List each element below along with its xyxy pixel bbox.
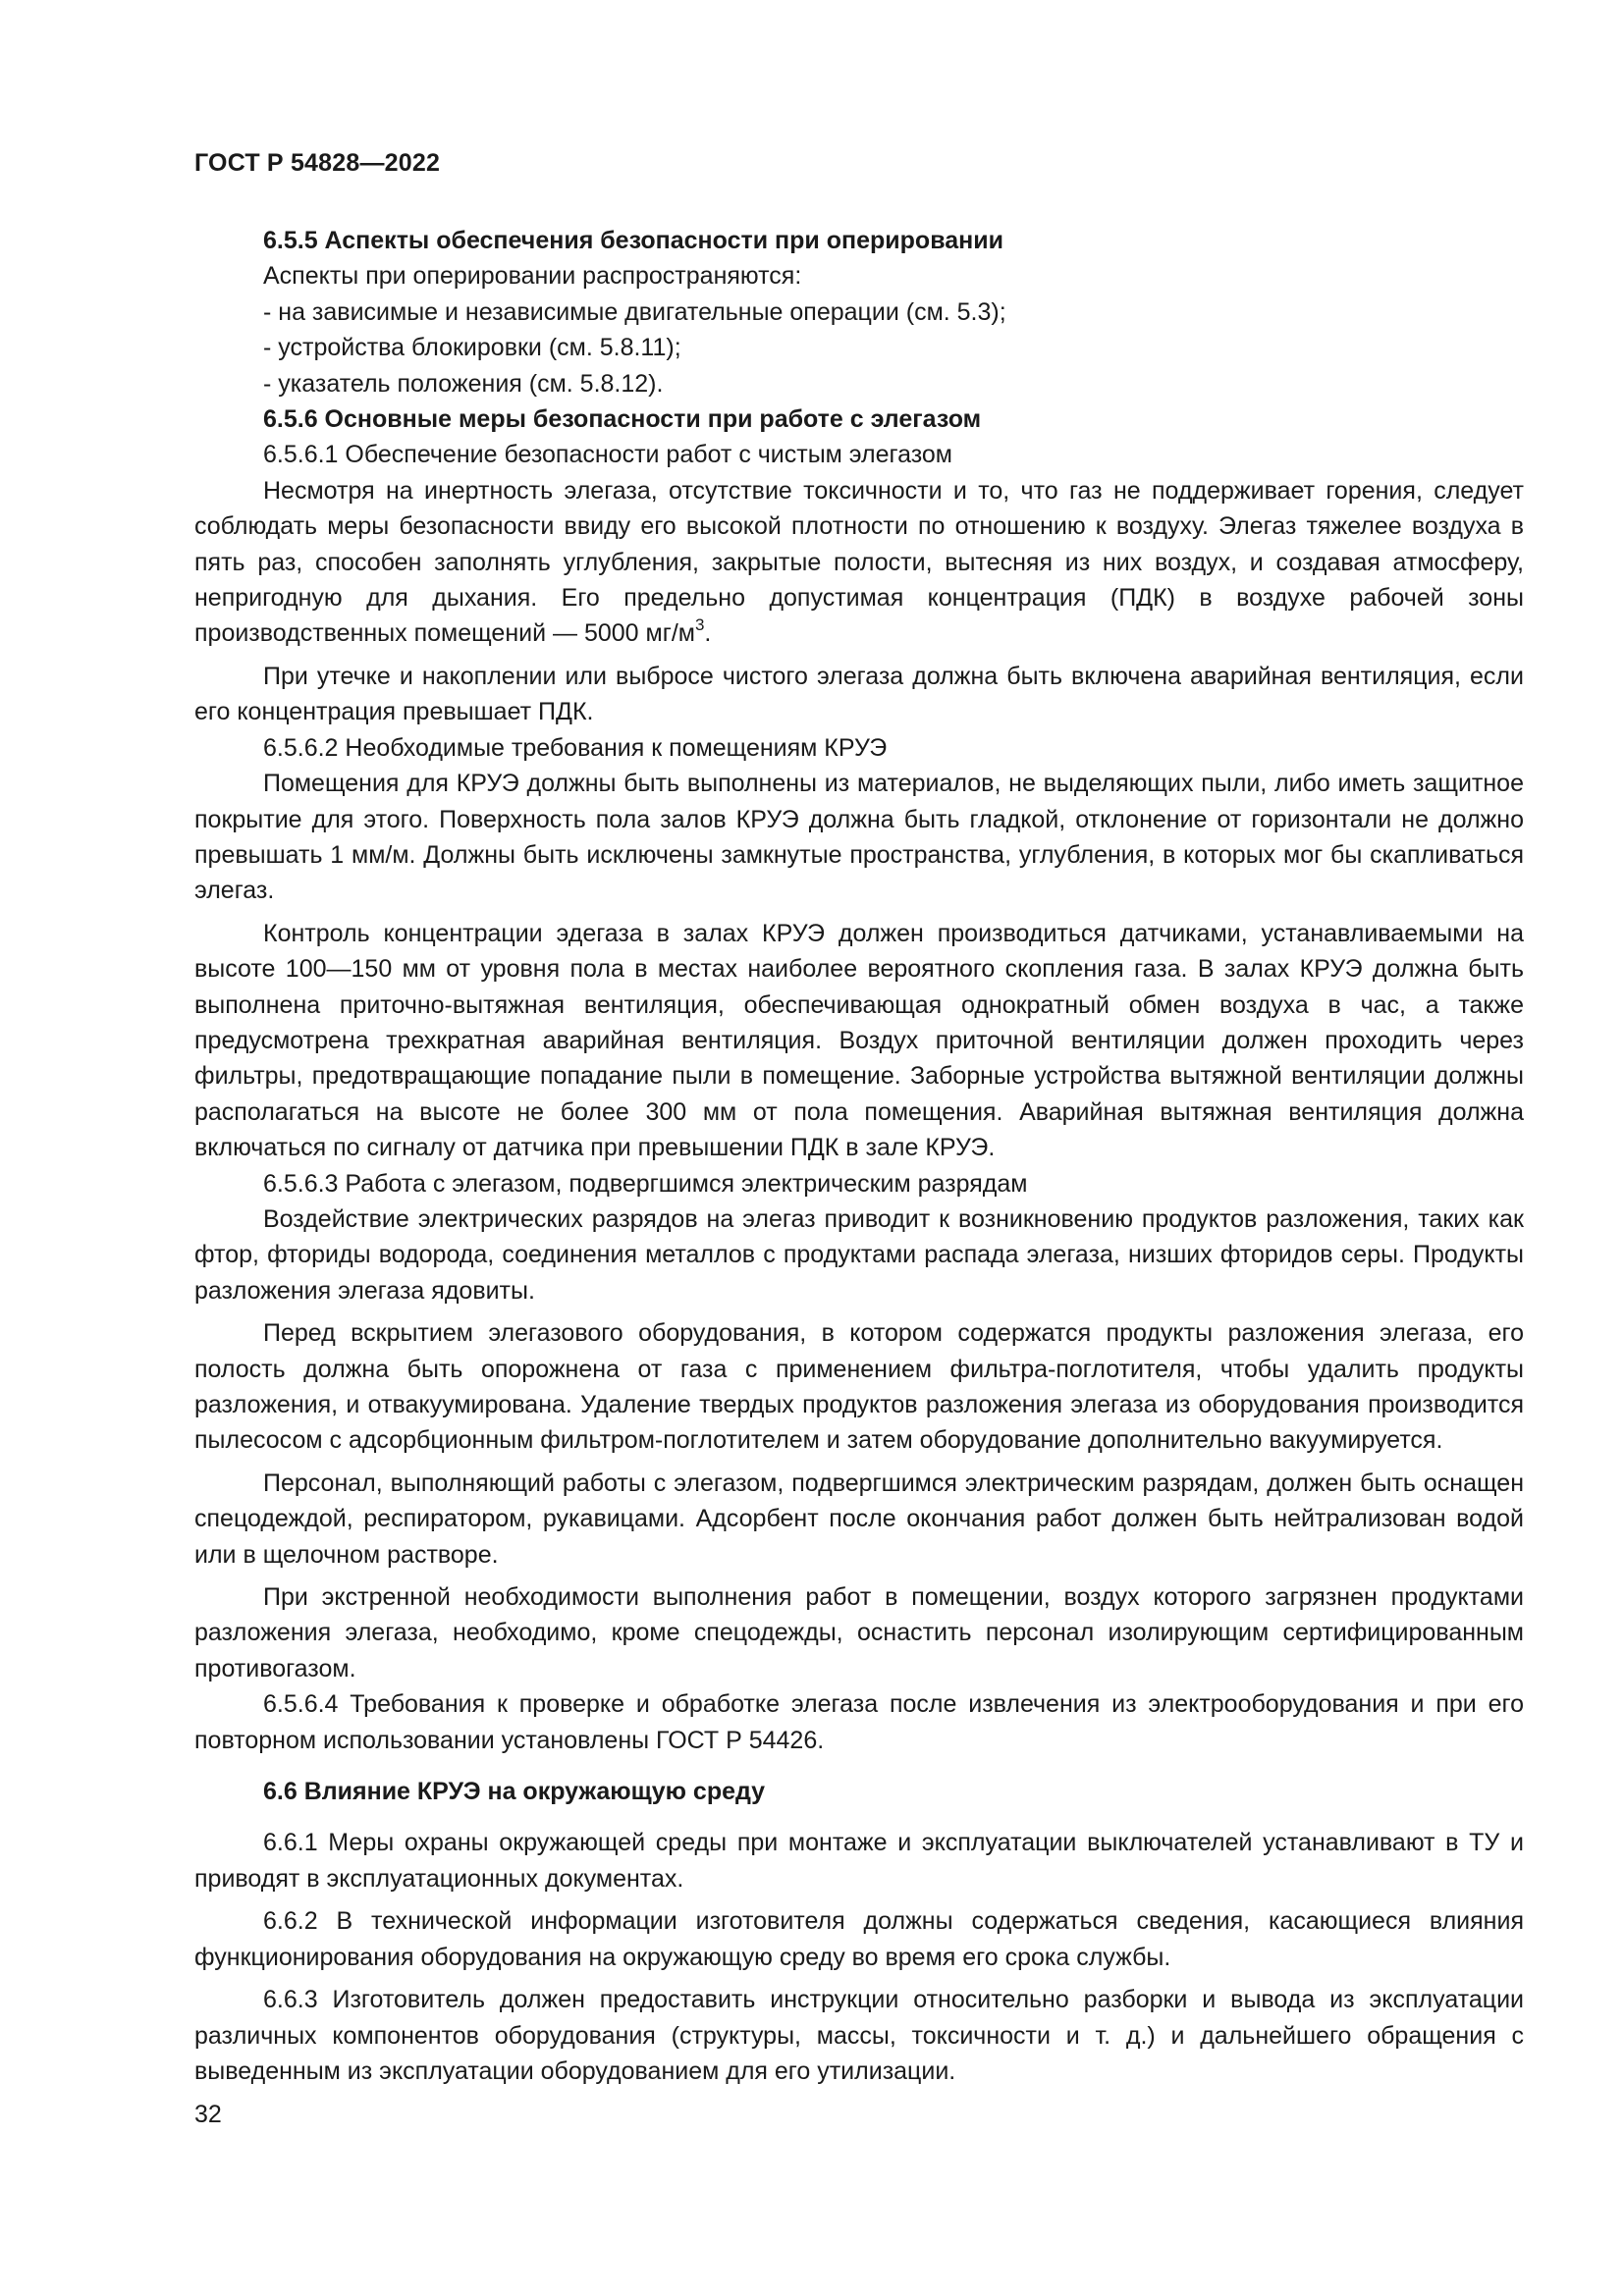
section-6-5-6-3-heading: 6.5.6.3 Работа с элегазом, подвергшимся электрическим разрядам <box>263 1169 1028 1198</box>
paragraph: При экстренной необходимости выполнения работ в помещении, воздух которого загрязнен продуктами разложения элегаза, необходимо, кроме спецодежды, оснастить персонал изолирующим сертифицированным противогазом. <box>194 1583 1524 1682</box>
paragraph: Персонал, выполняющий работы с элегазом, подвергшимся электрическим разрядам, должен быть оснащен спецодеждой, респиратором, рукавицами. Адсорбент после окончания работ должен быть нейтрализован водой или в щелочном растворе. <box>194 1468 1524 1569</box>
paragraph-text: Несмотря на инертность элегаза, отсутствие токсичности и то, что газ не поддерживает горения, следует соблюдать меры безопасности ввиду его высокой плотности по отношению к воздуху. Элегаз тяжелее воздуха в пять раз, способен заполнять углубления, закрытые полости, вытесняя из них воздух, и создавая атмосферу, непригодную для дыхания. Его предельно допустимая концентрация (ПДК) в воздухе рабочей зоны производственных помещений — 5000 мг/м <box>194 476 1524 648</box>
list-item: - указатель положения (см. 5.8.12). <box>263 369 664 398</box>
paragraph-end: . <box>704 619 712 648</box>
paragraph: 6.6.3 Изготовитель должен предоставить инструкции относительно разборки и вывода из эксплуатации различных компонентов оборудования (структуры, массы, токсичности и т. д.) и дальнейшего обращения с выведенным из эксплуатации оборудованием для его утилизации. <box>194 1986 1524 2085</box>
paragraph: Воздействие электрических разрядов на элегаз приводит к возникновению продуктов разложения, таких как фтор, фториды водорода, соединения металлов с продуктами распада элегаза, низших фторидов серы. Продукты разложения элегаза ядовиты. <box>194 1204 1524 1305</box>
paragraph: 6.6.1 Меры охраны окружающей среды при монтаже и эксплуатации выключателей устанавливают в ТУ и приводят в эксплуатационных документах. <box>194 1829 1524 1893</box>
paragraph: 6.5.6.4 Требования к проверке и обработке элегаза после извлечения из электрооборудования и при его повторном использовании установлены ГОСТ Р 54426. <box>194 1690 1524 1754</box>
document-body <box>194 223 1524 2089</box>
paragraph: Перед вскрытием элегазового оборудования, в котором содержатся продукты разложения элегаза, его полость должна быть опорожнена от газа с применением фильтра-поглотителя, чтобы удалить продукты разложения, и отвакуумирована. Удаление твердых продуктов разложения элегаза из оборудования производится пылесосом с адсорбционным фильтром-поглотителем и затем оборудование дополнительно вакуумируется. <box>194 1319 1524 1455</box>
paragraph: Помещения для КРУЭ должны быть выполнены из материалов, не выделяющих пыли, либо иметь защитное покрытие для этого. Поверхность пола залов КРУЭ должна быть гладкой, отклонение от горизонтали не должно превышать 1 мм/м. Должны быть исключены замкнутые пространства, углубления, в которых мог бы скапливаться элегаз. <box>194 770 1524 905</box>
paragraph: 6.6.2 В технической информации изготовителя должны содержаться сведения, касающиеся влияния функционирования оборудования на окружающую среду во время его срока службы. <box>194 1907 1524 1971</box>
superscript: 3 <box>694 615 705 635</box>
section-6-5-6-2-heading: 6.5.6.2 Необходимые требования к помещениям КРУЭ <box>263 733 888 762</box>
paragraph <box>194 473 1524 652</box>
section-6-5-6-1-heading: 6.5.6.1 Обеспечение безопасности работ с чистым элегазом <box>263 441 952 469</box>
section-6-5-5-heading: 6.5.5 Аспекты обеспечения безопасности при оперировании <box>263 227 1003 254</box>
list-item: - устройства блокировки (см. 5.8.11); <box>263 334 681 362</box>
section-6-6-heading: 6.6 Влияние КРУЭ на окружающую среду <box>263 1778 766 1806</box>
list-item: - на зависимые и независимые двигательные операции (см. 5.3); <box>263 297 1006 326</box>
document-code-header: ГОСТ Р 54828—2022 <box>194 149 441 177</box>
page-number: 32 <box>194 2101 222 2128</box>
paragraph: Контроль концентрации эдегаза в залах КРУЭ должен производиться датчиками, устанавливаемыми на высоте 100—150 мм от уровня пола в местах наиболее вероятного скопления газа. В залах КРУЭ должна быть выполнена приточно-вытяжная вентиляция, обеспечивающая однократный обмен воздуха в час, а также предусмотрена трехкратная аварийная вентиляция. Воздух приточной вентиляции должен проходить через фильтры, предотвращающие попадание пыли в помещение. Заборные устройства вытяжной вентиляции должны располагаться на высоте не более 300 мм от пола помещения. Аварийная вытяжная вентиляция должна включаться по сигналу от датчика при превышении ПДК в зале КРУЭ. <box>194 919 1524 1162</box>
paragraph: При утечке и накоплении или выбросе чистого элегаза должна быть включена аварийная вентиляция, если его концентрация превышает ПДК. <box>194 662 1524 726</box>
section-6-5-6-heading: 6.5.6 Основные меры безопасности при работе с элегазом <box>263 405 982 434</box>
section-6-5-5-intro: Аспекты при оперировании распространяются: <box>263 262 802 291</box>
